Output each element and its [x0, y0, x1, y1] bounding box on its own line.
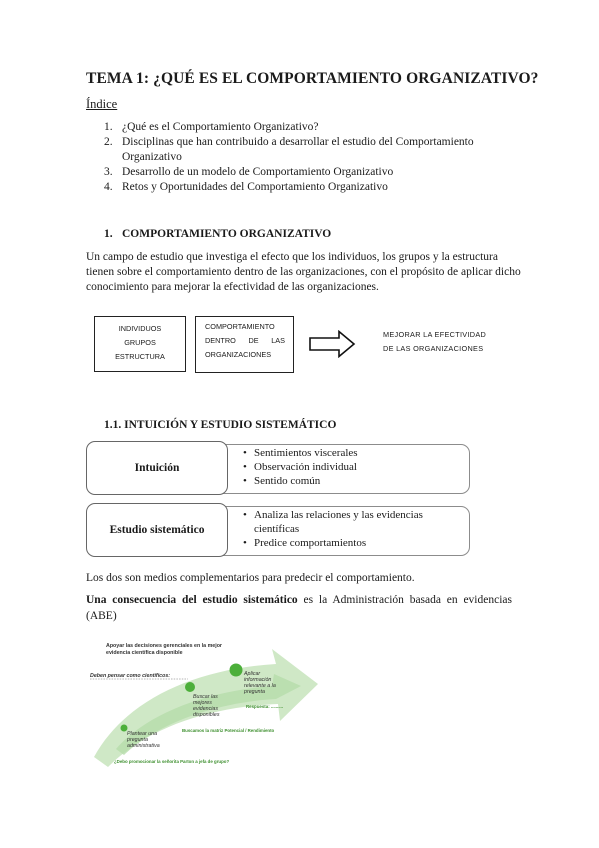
svg-text:Aplicar: Aplicar	[244, 671, 261, 677]
figure-caption-top2: evidencia científica disponible	[106, 650, 183, 656]
inputs-box: INDIVIDUOS GRUPOS ESTRUCTURA	[94, 316, 186, 372]
list-item: • Analiza las relaciones y las evidencias científicas	[243, 508, 465, 536]
right-arrow-icon	[309, 330, 356, 358]
abe-figure	[86, 629, 321, 774]
toc-item: 4. Retos y Oportunidades del Comportamiento Organizativo	[104, 181, 388, 193]
result-label: MEJORAR LA EFECTIVIDAD DE LAS ORGANIZACIONES	[383, 330, 487, 353]
svg-text:Buscar las: Buscar las	[193, 694, 218, 700]
figure-caption-top: Apoyar las decisiones gerenciales en la mejor	[106, 643, 222, 649]
abe-paragraph: Una consecuencia del estudio sistemático es la Administración basada en evidencias (ABE)	[86, 594, 512, 622]
svg-text:evidencias: evidencias	[193, 706, 219, 712]
svg-text:pregunta: pregunta	[127, 737, 148, 743]
svg-text:Plantear una: Plantear una	[127, 731, 158, 737]
intuicion-list	[243, 446, 463, 488]
estudio-list	[243, 508, 465, 550]
list-item: • Sentido común	[243, 474, 463, 488]
list-item: • Predice comportamientos	[243, 536, 465, 550]
svg-text:información: información	[244, 677, 272, 683]
list-item: • Observación individual	[243, 460, 463, 474]
toc-item: 2. Disciplinas que han contribuido a desarrollar el estudio del Comportamiento Organizativo	[104, 136, 474, 163]
behavior-box: COMPORTAMIENTO DENTRO DE LAS ORGANIZACIONES	[195, 316, 294, 373]
svg-text:administrativa: administrativa	[127, 743, 160, 749]
step-dot	[185, 682, 195, 692]
svg-text:pregunta: pregunta	[244, 689, 265, 695]
step-dot	[230, 664, 243, 677]
subsection-heading: 1.1. INTUICIÓN Y ESTUDIO SISTEMÁTICO	[104, 419, 337, 431]
complement-paragraph: Los dos son medios complementarios para predecir el comportamiento.	[86, 572, 415, 584]
figure-deben: Deben pensar como científicos:	[90, 673, 171, 679]
svg-text:Buscamos la matriz Potencial /: Buscamos la matriz Potencial / Rendimiento	[182, 728, 275, 733]
page-title: TEMA 1: ¿QUÉ ES EL COMPORTAMIENTO ORGANIZATIVO?	[86, 70, 539, 87]
estudio-label: Estudio sistemático	[86, 503, 228, 557]
figure-question: ¿Debo promocionar la señorita Parton a jefa de grupo?	[114, 759, 230, 764]
toc-item: 3. Desarrollo de un modelo de Comportamiento Organizativo	[104, 166, 394, 178]
svg-text:mejores: mejores	[193, 700, 212, 706]
definition-paragraph: Un campo de estudio que investiga el efecto que los individuos, los grupos y la estructura tienen sobre el comportamiento dentro de las organizaciones, con el propósito de aplicar dicho conocimiento para mejorar la efectividad de las organizaciones.	[86, 251, 521, 293]
toc-item: 1. ¿Qué es el Comportamiento Organizativo?	[104, 121, 319, 133]
table-of-contents	[104, 120, 524, 195]
intuicion-label: Intuición	[86, 441, 228, 495]
section-heading: 1. COMPORTAMIENTO ORGANIZATIVO	[104, 228, 332, 240]
svg-text:relevante a la: relevante a la	[244, 683, 276, 689]
indice-heading: Índice	[86, 97, 118, 111]
svg-text:Respuesta: ..........: Respuesta: ..........	[246, 704, 284, 709]
list-item: • Sentimientos viscerales	[243, 446, 463, 460]
svg-text:disponibles: disponibles	[193, 712, 220, 718]
